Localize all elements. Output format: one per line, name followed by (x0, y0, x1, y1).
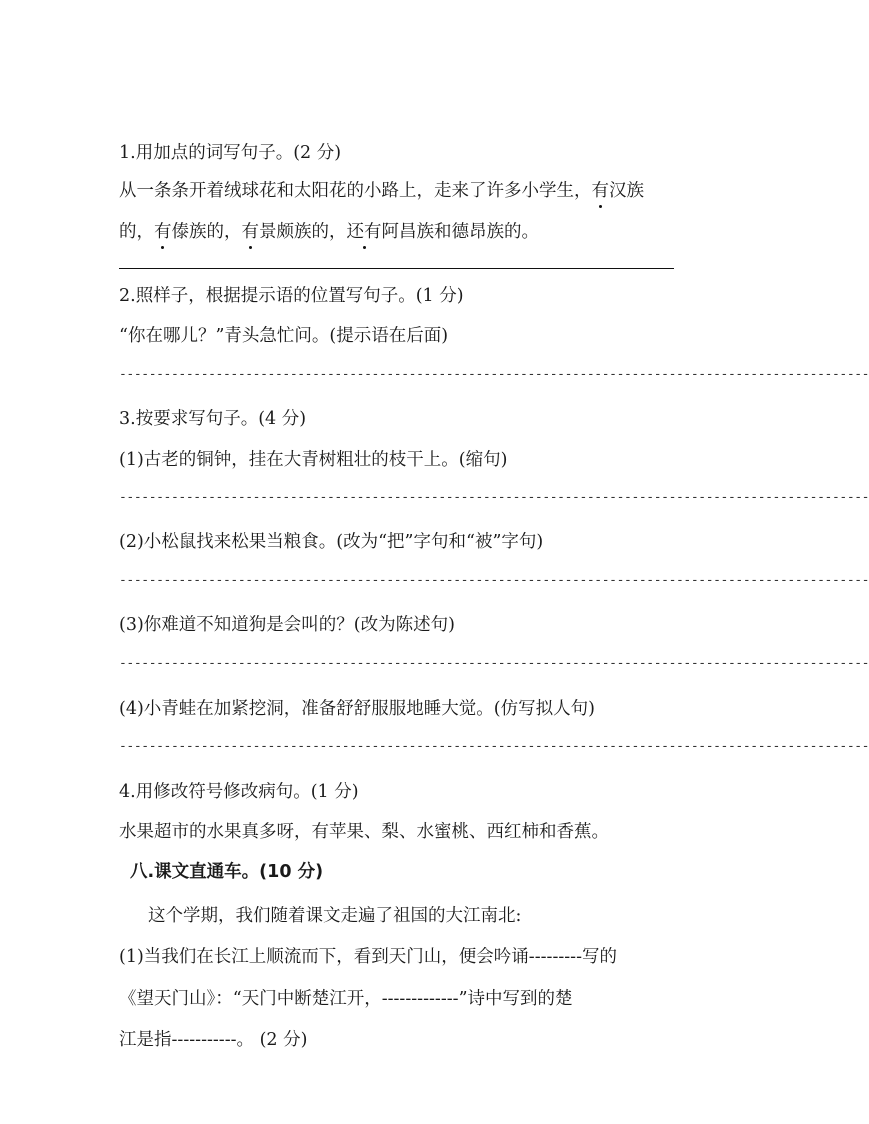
q3-title: 3.按要求写句子。(4 分) (119, 409, 307, 429)
q1-answer-line[interactable] (119, 268, 674, 269)
q1-sentence-line2 (119, 220, 539, 244)
q3-item4: (4)小青蛙在加紧挖洞，准备舒舒服服地睡大觉。(仿写拟人句) (119, 699, 595, 719)
section8-p1-line2: 《望天门山》：“天门中断楚江开，-------------”诗中写到的楚 (119, 989, 573, 1009)
q3-item1-answer-line[interactable]: ----------------------------------------------------------------------------------------------------- (119, 490, 869, 505)
q3-item2: (2)小松鼠找来松果当粮食。(改为“把”字句和“被”字句) (119, 532, 544, 552)
q1-text: 从一条条开着绒球花和太阳花的小路上，走来了许多小学生， (119, 181, 592, 201)
q1-title: 1.用加点的词写句子。(2 分) (119, 143, 342, 163)
q1-dotted-word: 还有 (346, 222, 382, 242)
q3-item3-answer-line[interactable]: ----------------------------------------------------------------------------------------------------- (119, 656, 869, 671)
q1-text: 傣族的， (171, 222, 242, 242)
section8-heading: 八.课文直通车。(10 分) (130, 862, 324, 882)
q3-item3: (3)你难道不知道狗是会叫的？(改为陈述句) (119, 615, 455, 635)
q1-dotted-word: 有 (241, 222, 259, 242)
q1-text: 阿昌族和德昂族的。 (381, 222, 539, 242)
q2-answer-line[interactable]: ----------------------------------------------------------------------------------------------------- (119, 367, 869, 382)
section8-p1-line3: 江是指-----------。 (2 分) (119, 1030, 308, 1050)
q3-item2-answer-line[interactable]: ----------------------------------------------------------------------------------------------------- (119, 573, 869, 588)
q3-item4-answer-line[interactable]: ----------------------------------------------------------------------------------------------------- (119, 739, 869, 754)
section8-p1-line1: (1)当我们在长江上顺流而下，看到天门山，便会吟诵---------写的 (119, 947, 618, 967)
section8-intro: 这个学期，我们随着课文走遍了祖国的大江南北: (148, 906, 522, 926)
q4-title: 4.用修改符号修改病句。(1 分) (119, 782, 359, 802)
q1-text: 景颇族的， (259, 222, 347, 242)
q2-example: “你在哪儿？”青头急忙问。(提示语在后面) (119, 326, 449, 346)
q1-text: 的， (119, 222, 154, 242)
q4-sentence: 水果超市的水果真多呀，有苹果、梨、水蜜桃、西红柿和香蕉。 (119, 822, 609, 842)
q3-item1: (1)古老的铜钟，挂在大青树粗壮的枝干上。(缩句) (119, 450, 508, 470)
q1-sentence-line1 (119, 179, 644, 203)
q2-title: 2.照样子，根据提示语的位置写句子。(1 分) (119, 286, 464, 306)
q1-dotted-word: 有 (591, 181, 609, 201)
q1-dotted-word: 有 (154, 222, 172, 242)
q1-text: 汉族 (609, 181, 644, 201)
